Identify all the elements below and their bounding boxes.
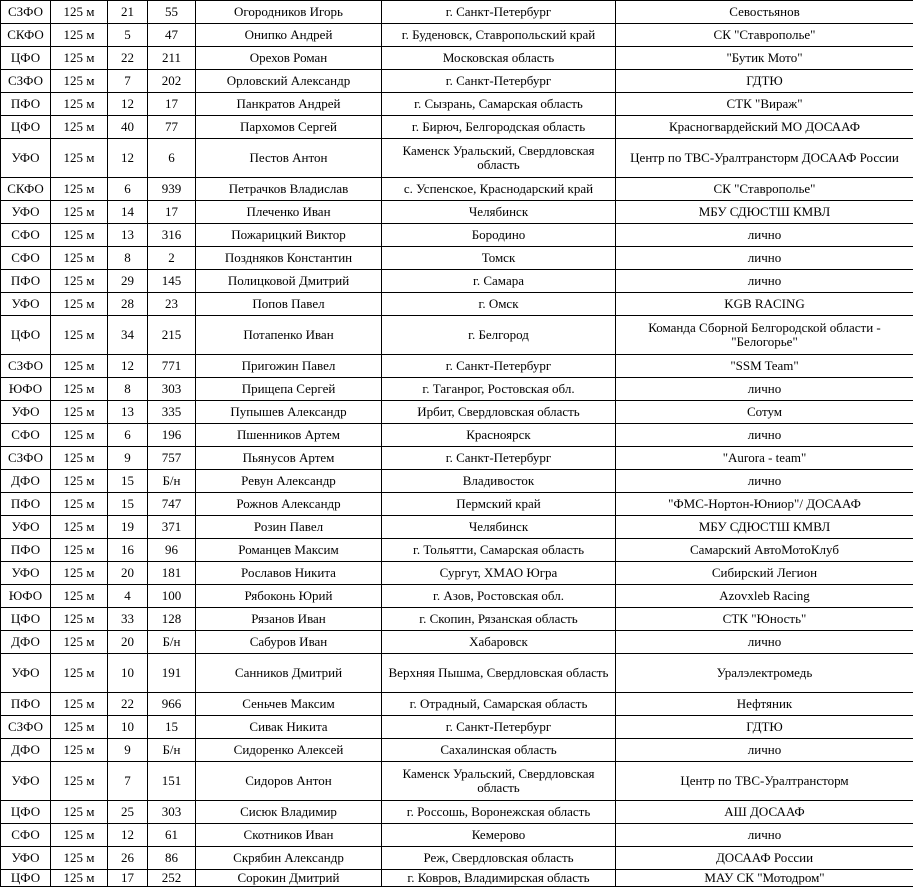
cell-number-one: 15 [108,470,148,493]
cell-class: 125 м [51,424,108,447]
cell-city: г. Россошь, Воронежская область [382,801,616,824]
cell-number-two: 939 [148,178,196,201]
cell-city: г. Санкт-Петербург [382,70,616,93]
cell-city: г. Ковров, Владимирская область [382,870,616,887]
cell-city: Бородино [382,224,616,247]
table-row [1,355,913,378]
cell-number-two: 96 [148,539,196,562]
cell-district: ЮФО [1,378,51,401]
cell-number-two: 15 [148,716,196,739]
table-row [1,608,913,631]
cell-class: 125 м [51,493,108,516]
cell-number-one: 6 [108,178,148,201]
cell-number-one: 10 [108,654,148,693]
cell-participant-name: Плеченко Иван [196,201,382,224]
table-row [1,631,913,654]
cell-district: ПФО [1,493,51,516]
table-row [1,247,913,270]
cell-participant-name: Романцев Максим [196,539,382,562]
table-body [1,1,913,887]
cell-number-two: 371 [148,516,196,539]
cell-city: Московская область [382,47,616,70]
cell-class: 125 м [51,178,108,201]
table-row [1,47,913,70]
cell-city: г. Омск [382,293,616,316]
table-row [1,654,913,693]
cell-class: 125 м [51,801,108,824]
cell-district: ДФО [1,739,51,762]
cell-class: 125 м [51,824,108,847]
cell-participant-name: Пьянусов Артем [196,447,382,470]
cell-team: СК "Ставрополье" [616,24,913,47]
cell-number-one: 25 [108,801,148,824]
cell-district: УФО [1,293,51,316]
cell-number-one: 12 [108,355,148,378]
cell-number-one: 13 [108,401,148,424]
cell-number-two: 181 [148,562,196,585]
cell-number-two: 61 [148,824,196,847]
cell-team: Azovxleb Racing [616,585,913,608]
cell-district: УФО [1,762,51,801]
cell-participant-name: Поздняков Константин [196,247,382,270]
cell-number-one: 16 [108,539,148,562]
cell-participant-name: Пригожин Павел [196,355,382,378]
cell-team: МБУ СДЮСТШ КМВЛ [616,516,913,539]
cell-class: 125 м [51,870,108,887]
cell-city: с. Успенское, Краснодарский край [382,178,616,201]
cell-team: KGB RACING [616,293,913,316]
cell-district: ДФО [1,470,51,493]
cell-city: Ирбит, Свердловская область [382,401,616,424]
cell-number-one: 6 [108,424,148,447]
cell-team: лично [616,247,913,270]
cell-city: г. Отрадный, Самарская область [382,693,616,716]
cell-participant-name: Сидоров Антон [196,762,382,801]
cell-number-one: 29 [108,270,148,293]
cell-number-two: 211 [148,47,196,70]
cell-team: "SSM Team" [616,355,913,378]
cell-team: Уралэлектромедь [616,654,913,693]
cell-team: лично [616,631,913,654]
cell-number-two: 55 [148,1,196,24]
cell-number-two: Б/н [148,739,196,762]
cell-class: 125 м [51,631,108,654]
cell-number-one: 14 [108,201,148,224]
cell-number-two: 202 [148,70,196,93]
cell-district: СКФО [1,178,51,201]
cell-district: ПФО [1,539,51,562]
cell-class: 125 м [51,47,108,70]
cell-class: 125 м [51,693,108,716]
cell-city: Кемерово [382,824,616,847]
cell-city: Каменск Уральский, Свердловская область [382,139,616,178]
cell-team: "Бутик Мото" [616,47,913,70]
cell-participant-name: Рябоконь Юрий [196,585,382,608]
cell-class: 125 м [51,355,108,378]
cell-number-one: 9 [108,447,148,470]
cell-number-two: 23 [148,293,196,316]
cell-team: лично [616,378,913,401]
cell-team: Команда Сборной Белгородской области - "Белогорье" [616,316,913,355]
cell-class: 125 м [51,470,108,493]
cell-city: г. Санкт-Петербург [382,1,616,24]
cell-team: лично [616,270,913,293]
cell-class: 125 м [51,716,108,739]
cell-team: Центр по ТВС-Уралтрансторм ДОСААФ России [616,139,913,178]
cell-number-one: 20 [108,631,148,654]
table-row [1,847,913,870]
cell-number-two: 303 [148,801,196,824]
cell-number-two: 128 [148,608,196,631]
cell-number-two: 191 [148,654,196,693]
cell-number-one: 7 [108,762,148,801]
cell-district: ДФО [1,631,51,654]
cell-number-two: 252 [148,870,196,887]
cell-city: Верхняя Пышма, Свердловская область [382,654,616,693]
cell-class: 125 м [51,562,108,585]
cell-number-one: 22 [108,693,148,716]
cell-team: Сотум [616,401,913,424]
cell-district: УФО [1,139,51,178]
cell-number-one: 7 [108,70,148,93]
cell-city: г. Буденовск, Ставропольский край [382,24,616,47]
cell-team: АШ ДОСААФ [616,801,913,824]
cell-city: г. Тольятти, Самарская область [382,539,616,562]
cell-district: СЗФО [1,1,51,24]
cell-district: СЗФО [1,70,51,93]
table-row [1,716,913,739]
cell-number-one: 4 [108,585,148,608]
cell-city: г. Бирюч, Белгородская область [382,116,616,139]
table-row [1,585,913,608]
table-row [1,316,913,355]
cell-number-two: 335 [148,401,196,424]
cell-class: 125 м [51,608,108,631]
cell-city: Сахалинская область [382,739,616,762]
table-row [1,539,913,562]
cell-class: 125 м [51,585,108,608]
cell-district: ЦФО [1,870,51,887]
cell-participant-name: Ревун Александр [196,470,382,493]
cell-city: Челябинск [382,516,616,539]
cell-team: "ФМС-Нортон-Юниор"/ ДОСААФ [616,493,913,516]
cell-number-two: 966 [148,693,196,716]
table-row [1,516,913,539]
cell-team: Центр по ТВС-Уралтрансторм [616,762,913,801]
cell-number-two: 100 [148,585,196,608]
table-row [1,401,913,424]
cell-district: ПФО [1,93,51,116]
cell-team: СТК "Юность" [616,608,913,631]
cell-city: г. Таганрог, Ростовская обл. [382,378,616,401]
cell-number-two: 17 [148,201,196,224]
cell-participant-name: Попов Павел [196,293,382,316]
cell-district: ЦФО [1,316,51,355]
cell-team: ГДТЮ [616,716,913,739]
cell-district: ПФО [1,270,51,293]
cell-city: г. Сызрань, Самарская область [382,93,616,116]
table-row [1,493,913,516]
cell-number-one: 21 [108,1,148,24]
cell-number-one: 5 [108,24,148,47]
cell-class: 125 м [51,516,108,539]
cell-district: СЗФО [1,447,51,470]
cell-district: УФО [1,401,51,424]
cell-participant-name: Пожарицкий Виктор [196,224,382,247]
cell-class: 125 м [51,139,108,178]
cell-participant-name: Сивак Никита [196,716,382,739]
cell-class: 125 м [51,224,108,247]
cell-district: ЦФО [1,47,51,70]
cell-number-two: 316 [148,224,196,247]
table-row [1,693,913,716]
cell-district: СЗФО [1,355,51,378]
cell-city: г. Скопин, Рязанская область [382,608,616,631]
cell-team: лично [616,224,913,247]
cell-number-one: 17 [108,870,148,887]
cell-participant-name: Розин Павел [196,516,382,539]
cell-participant-name: Потапенко Иван [196,316,382,355]
cell-district: ЦФО [1,608,51,631]
cell-number-two: 6 [148,139,196,178]
table-row [1,870,913,887]
cell-team: "Aurora - team" [616,447,913,470]
cell-district: УФО [1,562,51,585]
cell-number-one: 12 [108,824,148,847]
cell-class: 125 м [51,762,108,801]
cell-number-two: 196 [148,424,196,447]
cell-number-one: 40 [108,116,148,139]
cell-participant-name: Полицковой Дмитрий [196,270,382,293]
cell-number-one: 20 [108,562,148,585]
cell-number-one: 12 [108,93,148,116]
cell-city: Красноярск [382,424,616,447]
cell-class: 125 м [51,539,108,562]
cell-team: СТК "Вираж" [616,93,913,116]
cell-number-one: 12 [108,139,148,178]
table-row [1,93,913,116]
table-row [1,739,913,762]
cell-city: г. Санкт-Петербург [382,716,616,739]
table-row [1,24,913,47]
table-row [1,201,913,224]
cell-district: УФО [1,516,51,539]
cell-city: г. Санкт-Петербург [382,447,616,470]
cell-number-two: Б/н [148,470,196,493]
cell-number-two: 757 [148,447,196,470]
table-row [1,378,913,401]
cell-number-one: 34 [108,316,148,355]
cell-class: 125 м [51,847,108,870]
cell-number-two: 303 [148,378,196,401]
cell-district: УФО [1,201,51,224]
cell-class: 125 м [51,447,108,470]
cell-participant-name: Орехов Роман [196,47,382,70]
table-row [1,270,913,293]
cell-district: ЮФО [1,585,51,608]
cell-participant-name: Сисюк Владимир [196,801,382,824]
cell-team: лично [616,424,913,447]
cell-class: 125 м [51,93,108,116]
cell-class: 125 м [51,316,108,355]
cell-team: ГДТЮ [616,70,913,93]
cell-district: ПФО [1,693,51,716]
cell-participant-name: Петрачков Владислав [196,178,382,201]
table-row [1,801,913,824]
cell-number-two: 151 [148,762,196,801]
cell-city: Реж, Свердловская область [382,847,616,870]
table-row [1,293,913,316]
cell-participant-name: Пшенников Артем [196,424,382,447]
cell-district: СФО [1,224,51,247]
cell-team: СК "Ставрополье" [616,178,913,201]
cell-number-one: 8 [108,247,148,270]
table-row [1,224,913,247]
cell-city: Хабаровск [382,631,616,654]
cell-participant-name: Сеньчев Максим [196,693,382,716]
cell-participant-name: Пупышев Александр [196,401,382,424]
cell-city: Владивосток [382,470,616,493]
table-row [1,824,913,847]
table-row [1,1,913,24]
cell-participant-name: Пархомов Сергей [196,116,382,139]
cell-team: Сибирский Легион [616,562,913,585]
cell-district: СЗФО [1,716,51,739]
cell-number-two: 747 [148,493,196,516]
cell-city: Пермский край [382,493,616,516]
cell-number-two: 2 [148,247,196,270]
cell-city: Томск [382,247,616,270]
cell-number-one: 13 [108,224,148,247]
table-row [1,139,913,178]
cell-district: УФО [1,847,51,870]
cell-number-one: 19 [108,516,148,539]
cell-participant-name: Рожнов Александр [196,493,382,516]
cell-district: ЦФО [1,801,51,824]
cell-participant-name: Сабуров Иван [196,631,382,654]
cell-team: лично [616,470,913,493]
table-row [1,470,913,493]
cell-number-one: 9 [108,739,148,762]
cell-team: Севостьянов [616,1,913,24]
cell-city: Сургут, ХМАО Югра [382,562,616,585]
cell-class: 125 м [51,739,108,762]
cell-city: г. Самара [382,270,616,293]
table-row [1,562,913,585]
cell-district: УФО [1,654,51,693]
table-row [1,178,913,201]
cell-class: 125 м [51,378,108,401]
cell-number-two: 47 [148,24,196,47]
cell-team: Красногвардейский МО ДОСААФ [616,116,913,139]
cell-city: Каменск Уральский, Свердловская область [382,762,616,801]
cell-city: Челябинск [382,201,616,224]
cell-number-two: 86 [148,847,196,870]
cell-class: 125 м [51,201,108,224]
cell-district: СФО [1,424,51,447]
cell-class: 125 м [51,247,108,270]
cell-class: 125 м [51,401,108,424]
cell-team: лично [616,824,913,847]
cell-participant-name: Орловский Александр [196,70,382,93]
cell-number-two: 145 [148,270,196,293]
cell-district: СФО [1,247,51,270]
cell-class: 125 м [51,654,108,693]
cell-number-two: 215 [148,316,196,355]
cell-number-one: 8 [108,378,148,401]
cell-number-two: 771 [148,355,196,378]
cell-number-one: 28 [108,293,148,316]
cell-district: СКФО [1,24,51,47]
cell-participant-name: Пестов Антон [196,139,382,178]
cell-number-one: 15 [108,493,148,516]
cell-number-one: 26 [108,847,148,870]
cell-class: 125 м [51,270,108,293]
cell-team: лично [616,739,913,762]
cell-team: МБУ СДЮСТШ КМВЛ [616,201,913,224]
cell-team: МАУ СК "Мотодром" [616,870,913,887]
cell-participant-name: Сидоренко Алексей [196,739,382,762]
cell-number-one: 22 [108,47,148,70]
cell-district: ЦФО [1,116,51,139]
cell-participant-name: Панкратов Андрей [196,93,382,116]
cell-class: 125 м [51,1,108,24]
cell-class: 125 м [51,70,108,93]
cell-participant-name: Сорокин Дмитрий [196,870,382,887]
cell-number-one: 33 [108,608,148,631]
cell-number-two: Б/н [148,631,196,654]
cell-participant-name: Прищепа Сергей [196,378,382,401]
cell-number-two: 77 [148,116,196,139]
table-row [1,447,913,470]
cell-city: г. Азов, Ростовская обл. [382,585,616,608]
cell-team: ДОСААФ России [616,847,913,870]
cell-city: г. Белгород [382,316,616,355]
cell-participant-name: Санников Дмитрий [196,654,382,693]
cell-class: 125 м [51,116,108,139]
cell-team: Самарский АвтоМотоКлуб [616,539,913,562]
cell-participant-name: Рославов Никита [196,562,382,585]
cell-team: Нефтяник [616,693,913,716]
cell-participant-name: Скрябин Александр [196,847,382,870]
cell-participant-name: Рязанов Иван [196,608,382,631]
table-row [1,116,913,139]
cell-participant-name: Онипко Андрей [196,24,382,47]
cell-district: СФО [1,824,51,847]
cell-number-one: 10 [108,716,148,739]
table-row [1,762,913,801]
table-row [1,424,913,447]
cell-class: 125 м [51,293,108,316]
table-row [1,70,913,93]
cell-participant-name: Огородников Игорь [196,1,382,24]
cell-participant-name: Скотников Иван [196,824,382,847]
cell-city: г. Санкт-Петербург [382,355,616,378]
cell-class: 125 м [51,24,108,47]
cell-number-two: 17 [148,93,196,116]
